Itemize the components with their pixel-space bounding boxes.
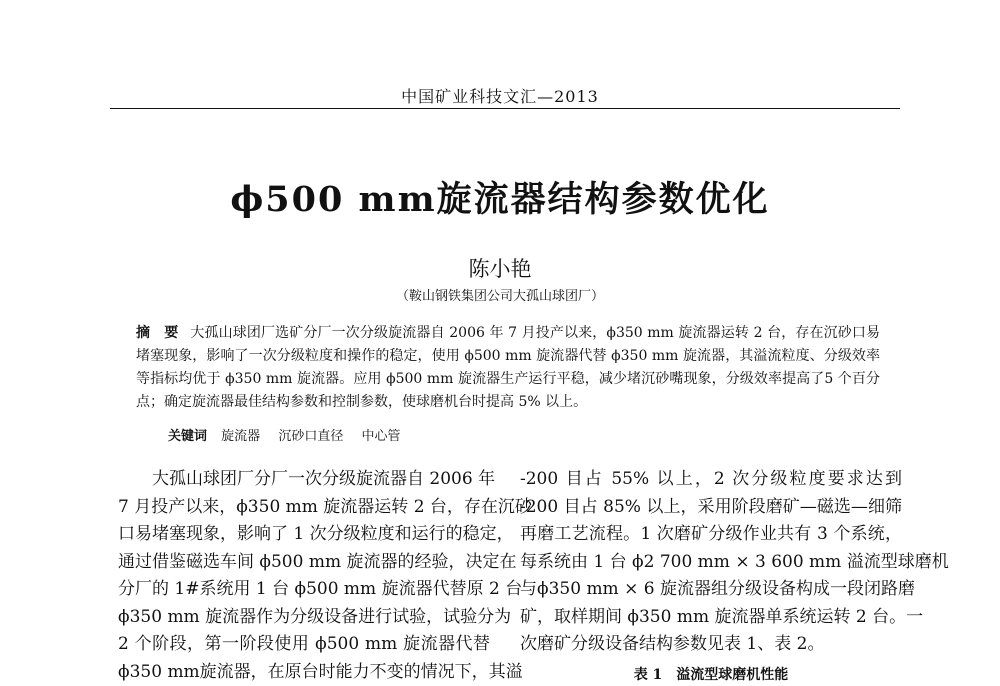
body-line: 次磨矿分级设备结构参数见表 1、表 2。 (520, 631, 902, 659)
body-line: ϕ350 mm旋流器，在原台时能力不变的情况下，其溢 (118, 659, 490, 686)
running-head: 中国矿业科技文汇—2013 (0, 84, 1000, 107)
keywords-label: 关键词 (168, 429, 207, 444)
keywords (168, 425, 414, 444)
body-line: ϕ350 mm 旋流器作为分级设备进行试验，试验分为 (118, 604, 490, 632)
abstract-line: 砂口易堵塞现象，影响了一次分级粒度和操作的稳定，使用 ϕ500 mm 旋流器代替 ϕ350 mm 旋流器，其溢流粒度、分 (136, 325, 880, 364)
table-caption: 表 1 溢流型球磨机性能 (520, 664, 902, 684)
body-line: -200 目占 55% 以上，2 次分级粒度要求达到 (520, 466, 902, 494)
body-line: -200 目占 85% 以上，采用阶段磨矿—磁选—细筛 (520, 494, 902, 522)
abstract-label: 摘 要 (136, 325, 178, 341)
body-line: 通过借鉴磁选车间 ϕ500 mm 旋流器的经验，决定在 (118, 549, 490, 577)
header-rule (110, 108, 900, 109)
keyword: 沉砂口直径 (278, 429, 343, 444)
body-line: 每系统由 1 台 ϕ2 700 mm × 3 600 mm 溢流型球磨机 (520, 549, 902, 577)
body-line: 矿，取样期间 ϕ350 mm 旋流器单系统运转 2 台。一 (520, 604, 902, 632)
abstract-line: 级效率等指标均优于 ϕ350 mm 旋流器。应用 ϕ500 mm 旋流器生产运行平稳，减少堵沉砂嘴现象，分级效率提高了 (136, 348, 880, 387)
keyword: 中心管 (361, 429, 400, 444)
body-line: 大孤山球团厂分厂一次分级旋流器自 2006 年 (118, 466, 490, 494)
body-line: 口易堵塞现象，影响了 1 次分级粒度和运行的稳定， (118, 521, 490, 549)
abstract-line: 5 个百分点；确定旋流器最佳结构参数和控制参数，使球磨机台时提高 5% 以上。 (136, 371, 880, 410)
body-line: 与ϕ350 mm × 6 旋流器组分级设备构成一段闭路磨 (520, 576, 902, 604)
abstract (136, 322, 880, 414)
keyword: 旋流器 (221, 429, 260, 444)
author-affiliation: （鞍山钢铁集团公司大孤山球团厂） (0, 285, 1000, 304)
body-line: 再磨工艺流程。1 次磨矿分级作业共有 3 个系统， (520, 521, 902, 549)
body-line: 2 个阶段，第一阶段使用 ϕ500 mm 旋流器代替 (118, 631, 490, 659)
body-line: 7 月投产以来，ϕ350 mm 旋流器运转 2 台，存在沉砂 (118, 494, 490, 522)
body-column-right (520, 466, 902, 659)
body-line: 分厂的 1#系统用 1 台 ϕ500 mm 旋流器代替原 2 台 (118, 576, 490, 604)
body-column-left (118, 466, 490, 686)
abstract-line: 大孤山球团厂选矿分厂一次分级旋流器自 2006 年 7 月投产以来，ϕ350 mm 旋流器运转 2 台，存在沉 (190, 325, 837, 341)
article-title: ϕ500 mm旋流器结构参数优化 (0, 172, 1000, 222)
author-name: 陈小艳 (0, 253, 1000, 283)
